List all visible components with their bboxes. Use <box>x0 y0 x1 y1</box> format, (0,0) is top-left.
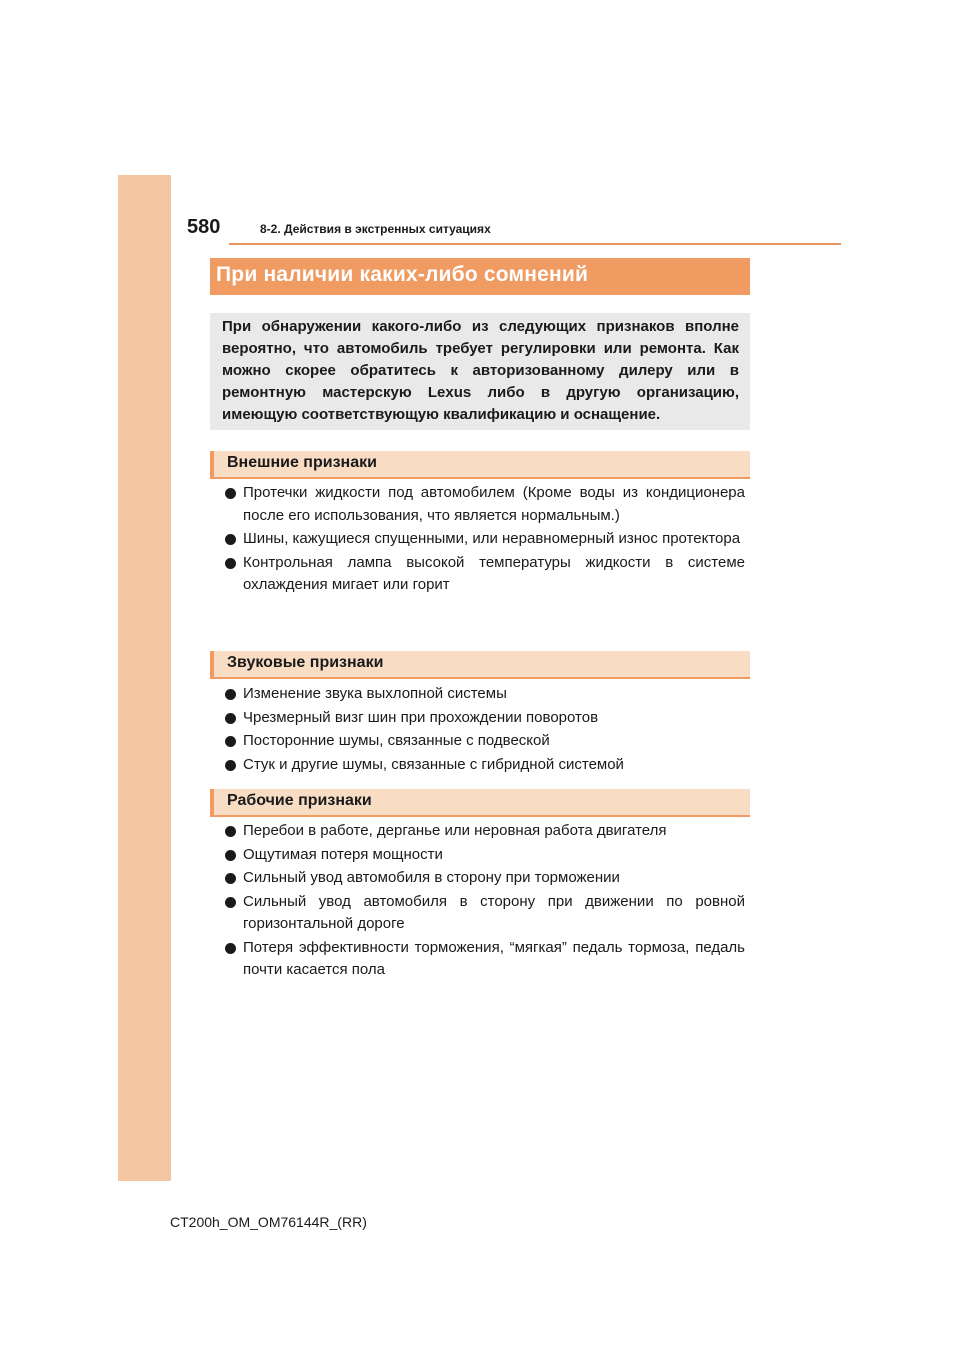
bullet-icon <box>225 943 236 954</box>
bullet-icon <box>225 558 236 569</box>
section-label: 8-2. Действия в экстренных ситуациях <box>260 222 491 236</box>
list-item-text: Сильный увод автомобиля в сторону при движении по ровной горизонтальной дороге <box>243 892 745 932</box>
list-item <box>222 867 745 890</box>
header-rule <box>229 243 841 245</box>
list-item <box>222 891 745 936</box>
bullet-icon <box>225 488 236 499</box>
list-item-text: Чрезмерный визг шин при прохождении поворотов <box>243 708 599 726</box>
operational-signs-list <box>222 820 745 983</box>
list-item <box>222 730 745 753</box>
subheading-external-signs: Внешние признаки <box>210 451 750 479</box>
list-item <box>222 844 745 867</box>
list-item <box>222 482 745 527</box>
bullet-icon <box>225 760 236 771</box>
bullet-icon <box>225 534 236 545</box>
bullet-icon <box>225 689 236 700</box>
bullet-icon <box>225 873 236 884</box>
list-item <box>222 707 745 730</box>
bullet-icon <box>225 713 236 724</box>
page-number: 580 <box>187 216 221 238</box>
bullet-icon <box>225 826 236 837</box>
list-item-text: Перебои в работе, дерганье или неровная работа двигателя <box>243 822 667 839</box>
sound-signs-list <box>222 683 745 777</box>
external-signs-list <box>222 482 745 598</box>
bullet-icon <box>225 736 236 747</box>
list-item <box>222 528 745 551</box>
list-item <box>222 820 745 843</box>
list-item <box>222 552 745 597</box>
side-color-strip <box>118 175 171 1181</box>
bullet-icon <box>225 897 236 908</box>
bullet-icon <box>225 850 236 861</box>
subheading-sound-signs: Звуковые признаки <box>210 651 750 679</box>
list-item-text: Шины, кажущиеся спущенными, или неравномерный износ протектора <box>243 530 741 547</box>
list-item <box>222 937 745 982</box>
document-code: CT200h_OM_OM76144R_(RR) <box>170 1214 367 1230</box>
list-item-text: Посторонние шумы, связанные с подвеской <box>243 732 550 749</box>
list-item-text: Ощутимая потеря мощности <box>243 845 443 863</box>
intro-text: При обнаружении какого-либо из следующих признаков вполне вероятно, что автомобиль требует регулировки или ремонта. Как можно скорее обратитесь к авторизованному дилеру или в ремонтную мастерскую Lexus либо в другую организацию, имеющую соответствующую квалификацию и оснащение. <box>222 318 739 423</box>
list-item-text: Протечки жидкости под автомобилем (Кроме воды из кондиционера после его использования, что является нормальным.) <box>243 484 745 524</box>
list-item <box>222 754 745 777</box>
list-item-text: Стук и другие шумы, связанные с гибридной системой <box>243 755 624 773</box>
list-item-text: Контрольная лампа высокой температуры жидкости в системе охлаждения мигает или горит <box>243 553 745 593</box>
list-item-text: Изменение звука выхлопной системы <box>243 685 507 702</box>
list-item-text: Потеря эффективности торможения, “мягкая” педаль тормоза, педаль почти касается пола <box>243 938 745 978</box>
page-title: При наличии каких-либо сомнений <box>210 258 750 295</box>
intro-box <box>210 313 750 430</box>
subheading-operational-signs: Рабочие признаки <box>210 789 750 817</box>
list-item-text: Сильный увод автомобиля в сторону при торможении <box>243 869 620 886</box>
list-item <box>222 683 745 706</box>
